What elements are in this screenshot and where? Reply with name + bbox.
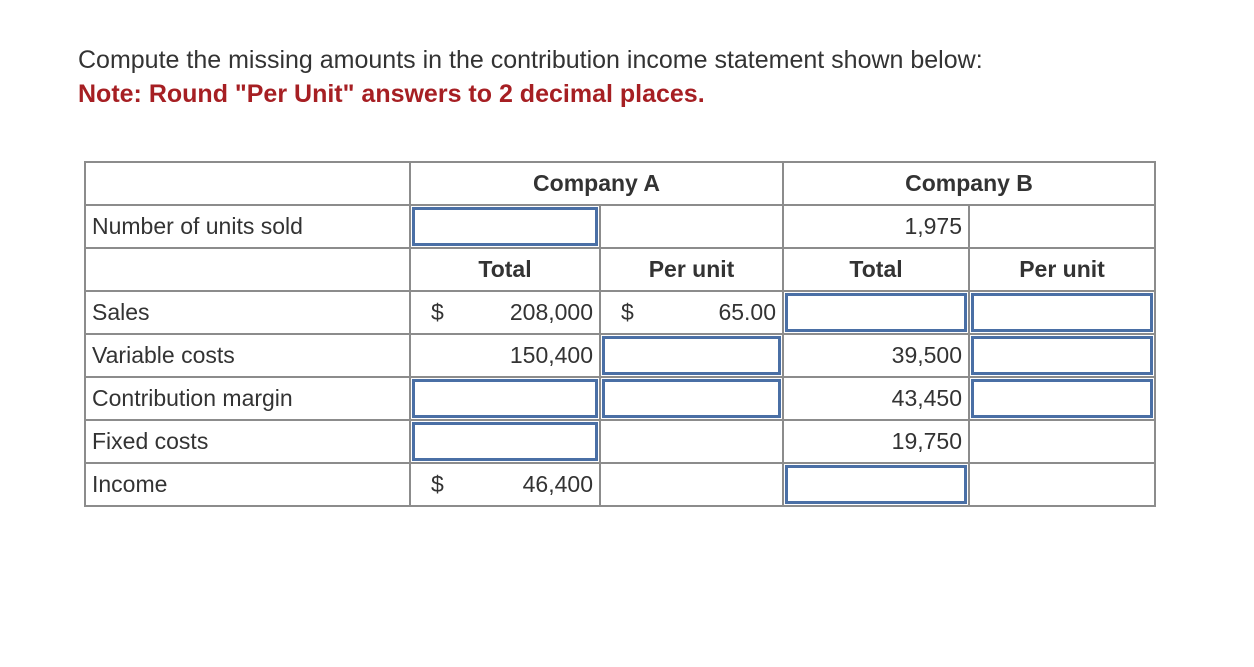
income-b-total-input[interactable] [783,463,969,506]
variable-costs-row [85,334,1155,377]
sales-a-per-unit [600,291,783,334]
variable-b-total-value: 39,500 [783,334,969,377]
units-sold-row [85,205,1155,248]
sales-b-total-input[interactable] [783,291,969,334]
a-per-unit-header: Per unit [600,248,783,291]
rounding-note: Note: Round "Per Unit" answers to 2 decimal places. [78,80,705,108]
variable-a-per-unit-input[interactable] [600,334,783,377]
contribution-margin-row [85,377,1155,420]
units-sold-b-value: 1,975 [783,205,969,248]
fixed-a-total-input[interactable] [410,420,600,463]
currency-symbol: $ [621,299,634,325]
a-total-header: Total [410,248,600,291]
sales-a-total [410,291,600,334]
instructions-text: Compute the missing amounts in the contribution income statement shown below: [78,46,983,74]
fixed-b-total-value: 19,750 [783,420,969,463]
variable-a-total-value: 150,400 [410,334,600,377]
fixed-a-per-unit-empty [600,420,783,463]
contribution-margin-label: Contribution margin [85,377,410,420]
company-header-row [85,162,1155,205]
income-a-per-unit-empty [600,463,783,506]
sales-b-per-unit-input[interactable] [969,291,1155,334]
fixed-b-per-unit-empty [969,420,1155,463]
sales-a-total-value: 208,000 [509,299,593,325]
b-per-unit-header: Per unit [969,248,1155,291]
units-sold-a-input[interactable] [410,205,600,248]
units-sold-a-empty [600,205,783,248]
company-a-header: Company A [410,162,783,205]
income-label: Income [85,463,410,506]
fixed-costs-label: Fixed costs [85,420,410,463]
units-sold-b-empty [969,205,1155,248]
income-row [85,463,1155,506]
fixed-costs-row [85,420,1155,463]
cm-b-total-value: 43,450 [783,377,969,420]
blank-subheader-cell [85,248,410,291]
currency-symbol: $ [431,471,444,497]
variable-b-per-unit-input[interactable] [969,334,1155,377]
currency-symbol: $ [431,299,444,325]
blank-header-cell [85,162,410,205]
company-b-header: Company B [783,162,1155,205]
variable-costs-label: Variable costs [85,334,410,377]
b-total-header: Total [783,248,969,291]
column-header-row [85,248,1155,291]
sales-label: Sales [85,291,410,334]
sales-row [85,291,1155,334]
income-b-per-unit-empty [969,463,1155,506]
income-a-total-value: 46,400 [522,471,593,497]
income-a-total [410,463,600,506]
sales-a-per-unit-value: 65.00 [718,299,777,325]
cm-a-total-input[interactable] [410,377,600,420]
cm-a-per-unit-input[interactable] [600,377,783,420]
contribution-income-statement [84,161,1156,507]
cm-b-per-unit-input[interactable] [969,377,1155,420]
units-sold-label: Number of units sold [85,205,410,248]
